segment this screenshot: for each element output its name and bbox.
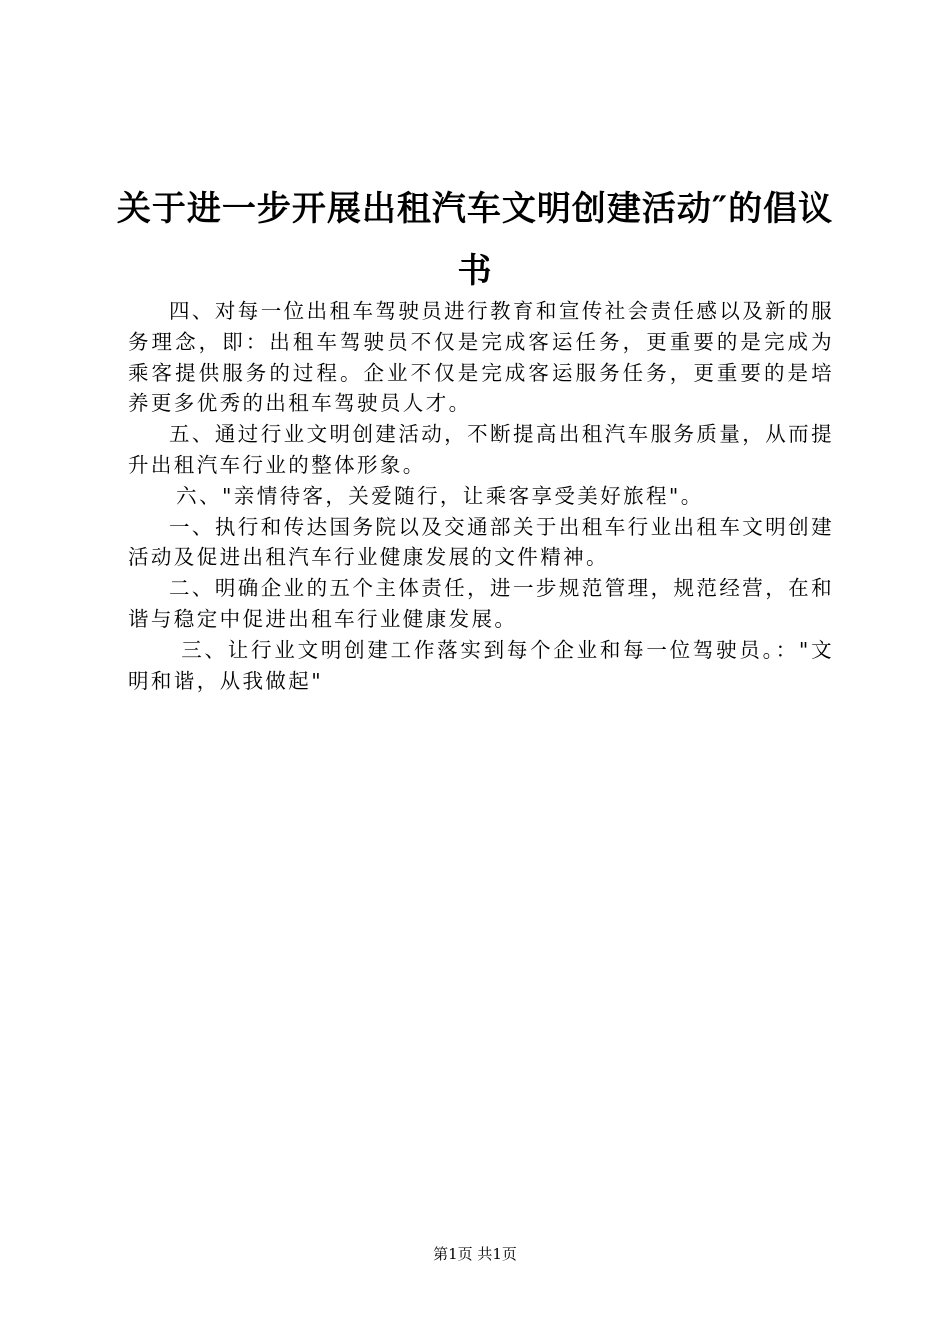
paragraph-six: 六、"亲情待客，关爱随行，让乘客享受美好旅程"。: [176, 483, 704, 508]
document-body: [128, 296, 834, 696]
paragraph-five: 五、通过行业文明创建活动，不断提高出租汽车服务质量，从而提升出租汽车行业的整体形象。: [128, 422, 834, 477]
paragraph-four: 四、对每一位出租车驾驶员进行教育和宣传社会责任感以及新的服务理念，即：出租车驾驶员不仅是完成客运任务，更重要的是完成为乘客提供服务的过程。企业不仅是完成客运服务任务，更重要的是培养更多优秀的出租车驾驶员人才。: [128, 299, 834, 416]
paragraph-two: 二、明确企业的五个主体责任，进一步规范管理，规范经营，在和谐与稳定中促进出租车行业健康发展。: [128, 576, 834, 631]
paragraph-three: 三、让行业文明创建工作落实到每个企业和每一位驾驶员。："文明和谐，从我做起": [128, 637, 834, 693]
paragraph-one: 一、执行和传达国务院以及交通部关于出租车行业出租车文明创建活动及促进出租汽车行业健康发展的文件精神。: [128, 514, 834, 570]
document-title: 关于进一步开展出租汽车文明创建活动″的倡议书: [116, 189, 834, 291]
page-footer: 第1页 共1页: [433, 1245, 517, 1263]
